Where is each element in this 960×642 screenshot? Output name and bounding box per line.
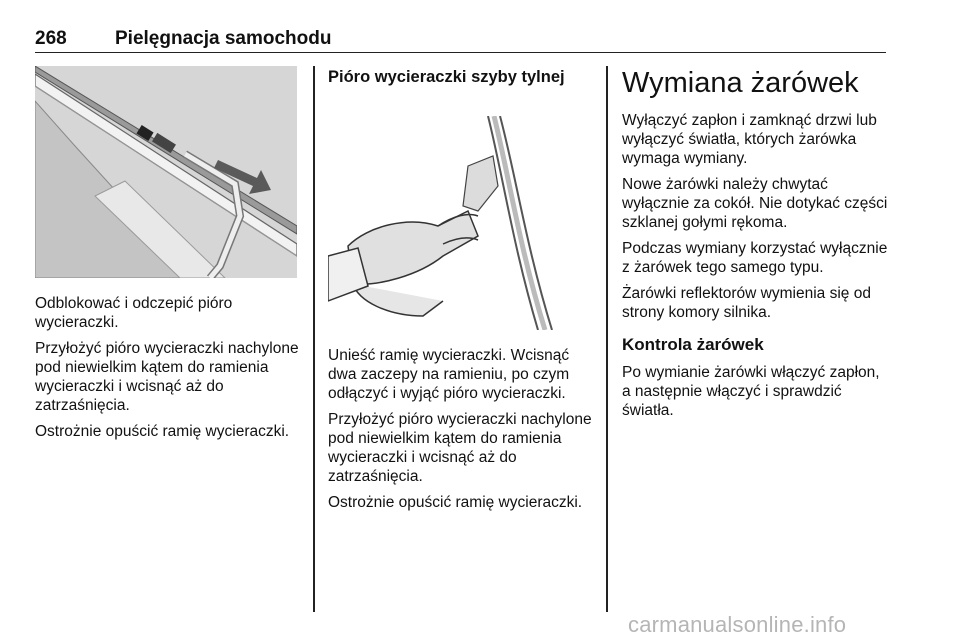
watermark-link[interactable]: carmanualsonline.info — [628, 612, 847, 637]
instruction-paragraph: Nowe żarówki należy chwytać wyłącznie za cokół. Nie dotykać części szklanej gołymi rękoma. — [622, 176, 888, 231]
page-header — [35, 26, 886, 53]
rear-wiper-heading: Pióro wycieraczki szyby tylnej — [328, 68, 565, 86]
instruction-paragraph: Po wymianie żarówki włączyć zapłon, a następnie włączyć i sprawdzić światła. — [622, 364, 880, 419]
bulb-replacement-heading: Wymiana żarówek — [622, 67, 859, 99]
instruction-paragraph: Ostrożnie opuścić ramię wycieraczki. — [35, 423, 290, 440]
column-divider — [606, 66, 608, 612]
left-column — [35, 66, 299, 448]
instruction-paragraph: Wyłączyć zapłon i zamknąć drzwi lub wyłączyć światła, których żarówka wymaga wymiany. — [622, 112, 877, 167]
instruction-paragraph: Ostrożnie opuścić ramię wycieraczki. — [328, 494, 583, 511]
column-divider — [313, 66, 315, 612]
bulb-check-heading: Kontrola żarówek — [622, 335, 764, 354]
instruction-paragraph: Przyłożyć pióro wycieraczki nachylone pod niewielkim kątem do ramienia wycieraczki i wcisnąć aż do zatrzaśnięcia. — [328, 411, 592, 485]
instruction-paragraph: Unieść ramię wycieraczki. Wcisnąć dwa zaczepy na ramieniu, po czym odłączyć i wyjąć pióro wycieraczki. — [328, 347, 570, 402]
instruction-paragraph: Żarówki reflektorów wymienia się od strony komory silnika. — [622, 285, 871, 321]
instruction-paragraph: Odblokować i odczepić pióro wycieraczki. — [35, 295, 233, 331]
rear-wiper-illustration — [328, 116, 592, 330]
instruction-paragraph: Przyłożyć pióro wycieraczki nachylone pod niewielkim kątem do ramienia wycieraczki i wcisnąć aż do zatrzaśnięcia. — [35, 340, 299, 414]
wiper-blade-illustration — [35, 66, 297, 278]
right-column — [622, 66, 888, 427]
page-number: 268 — [35, 28, 67, 49]
instruction-paragraph: Podczas wymiany korzystać wyłącznie z żarówek tego samego typu. — [622, 240, 888, 276]
middle-column — [328, 66, 594, 519]
section-title: Pielęgnacja samochodu — [115, 28, 332, 49]
